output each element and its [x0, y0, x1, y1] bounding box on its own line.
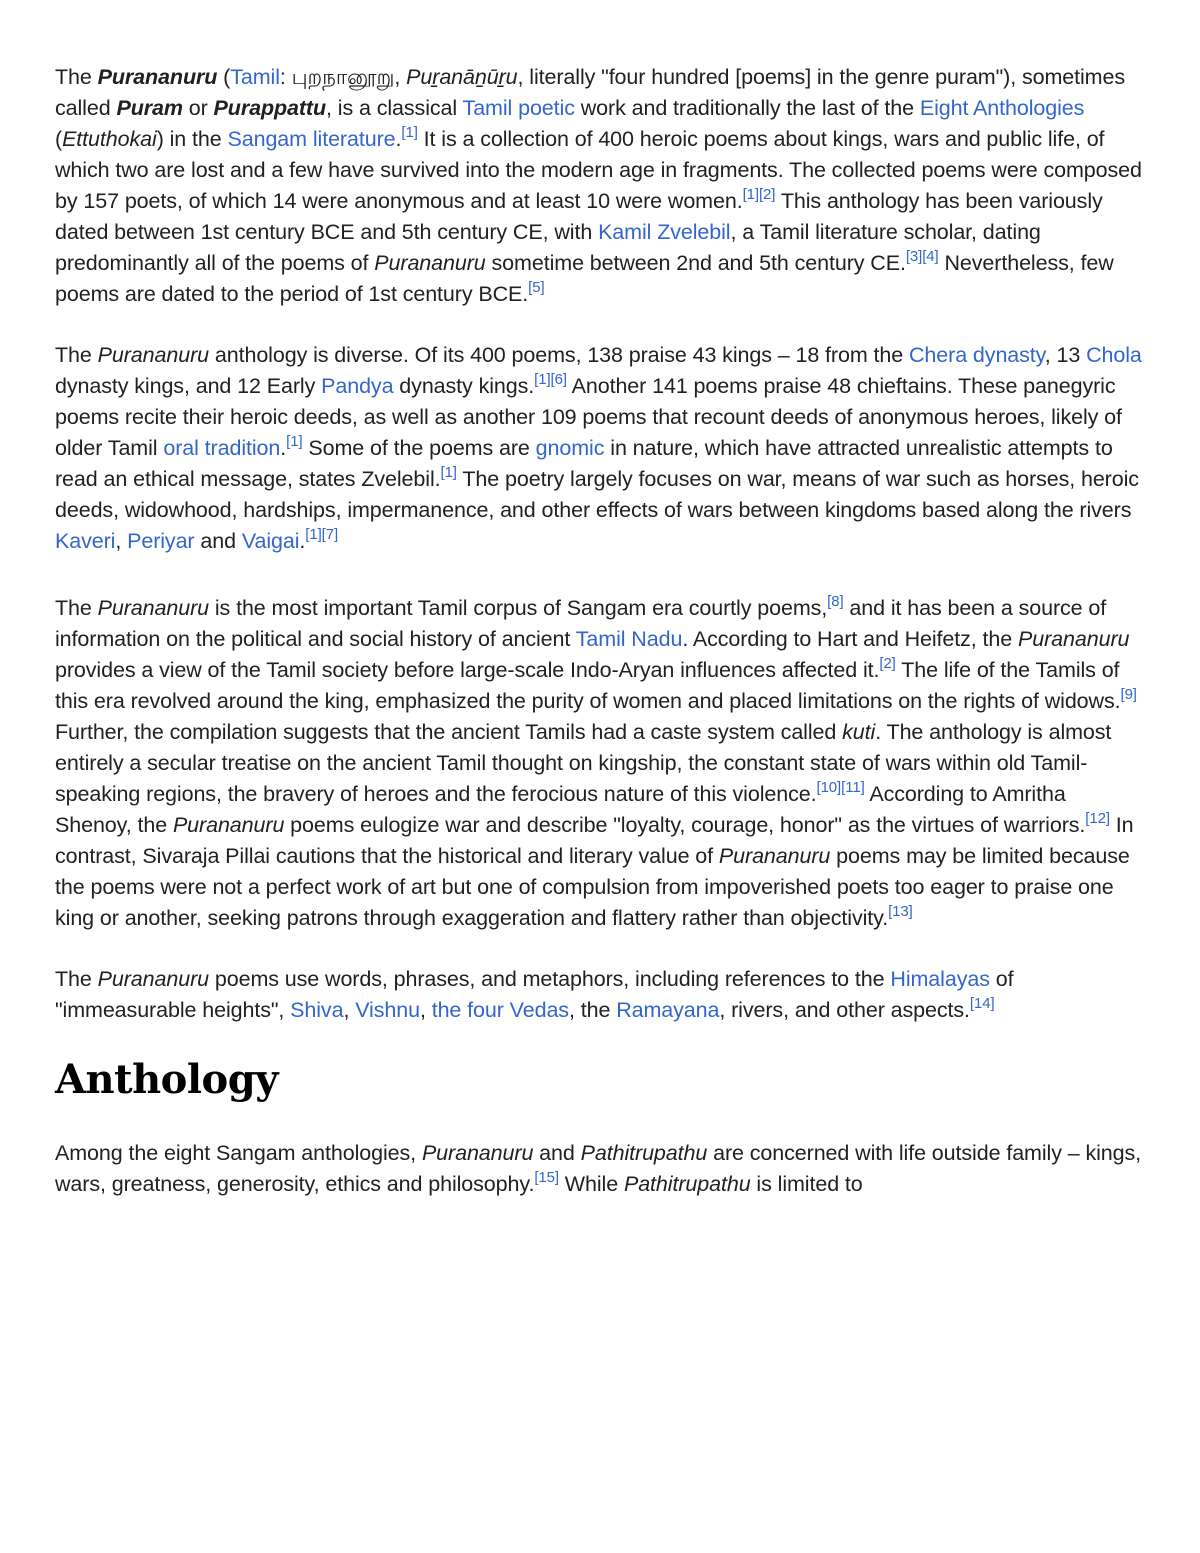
text: Another 141 poems praise 48 chieftains. These panegyric poems recite their heroic deeds, as well as another 109 poems that recount deeds of anonymous heroes, likely of older Tamil [55, 374, 1122, 460]
link-kamil-zvelebil[interactable]: Kamil Zvelebil [598, 220, 731, 244]
citation-link[interactable]: [13] [888, 903, 913, 920]
link-ramayana[interactable]: Ramayana [616, 998, 720, 1022]
link-tamil[interactable]: Tamil [230, 65, 280, 89]
text: This anthology has been variously dated between 1st century BCE and 5th century CE, with [55, 189, 1103, 244]
italic-term: Purananuru [97, 343, 209, 367]
italic-term: Ettuthokai [62, 127, 157, 151]
text: The [55, 967, 98, 991]
article-body [55, 62, 1145, 1230]
citation-link[interactable]: [2] [758, 186, 776, 203]
text: , rivers, and other aspects. [719, 998, 970, 1022]
text: The life of the Tamils of this era revolved around the king, emphasized the purity of women and placed limitations on the rights of widows. [55, 658, 1121, 713]
text: While [558, 1172, 624, 1196]
citation-link[interactable]: [1] [534, 371, 551, 388]
text: and it has been a source of information on the political and social history of ancient [55, 596, 1107, 651]
italic-term: Purananuru [97, 596, 209, 620]
text: sometime between 2nd and 5th century CE. [485, 251, 906, 275]
text: ) in the [156, 127, 228, 151]
text: ( [55, 127, 63, 151]
text: The [55, 596, 98, 620]
text: , is a classical [326, 96, 463, 120]
text: In contrast, Sivaraja Pillai cautions that the historical and literary value of [55, 813, 1134, 868]
link-himalayas[interactable]: Himalayas [890, 967, 990, 991]
citation-link[interactable]: [11] [841, 779, 865, 796]
text: provides a view of the Tamil society before large-scale Indo-Aryan influences affected it. [55, 658, 880, 682]
text: is limited to [750, 1172, 863, 1196]
text: poems use words, phrases, and metaphors, including references to the [209, 967, 891, 991]
link-oral-tradition[interactable]: oral tradition [163, 436, 281, 460]
text: It is a collection of 400 heroic poems about kings, wars and public life, of which two are lost and a few have survived into the modern age in fragments. The collected poems were composed by 157 poets, of which 14 were anonymous and at least 10 were women. [55, 127, 1142, 213]
paragraph-anthology [55, 1138, 1145, 1200]
text: Among the eight Sangam anthologies, [55, 1141, 422, 1165]
italic-term: Purananuru [172, 813, 285, 837]
citation-link[interactable]: [1] [742, 186, 759, 203]
text: dynasty kings. [393, 374, 535, 398]
text: ( [217, 65, 231, 89]
link-sangam-literature[interactable]: Sangam literature [227, 127, 396, 151]
link-periyar[interactable]: Periyar [127, 529, 195, 553]
link-shiva[interactable]: Shiva [290, 998, 344, 1022]
link-pandya[interactable]: Pandya [321, 374, 394, 398]
link-chera-dynasty[interactable]: Chera dynasty [909, 343, 1045, 367]
citation-link[interactable]: [4] [922, 248, 939, 265]
text: and [194, 529, 242, 553]
text: . According to Hart and Heifetz, the [682, 627, 1019, 651]
text: work and traditionally the last of the [574, 96, 920, 120]
italic-term: kuti [842, 720, 876, 744]
citation-link[interactable]: [1] [440, 464, 457, 481]
text: , literally "four hundred [poems] in the genre puram"), sometimes called [55, 65, 1125, 120]
text: dynasty kings, and 12 Early [55, 374, 322, 398]
paragraph-importance [55, 593, 1145, 934]
paragraph-diversity [55, 340, 1145, 557]
text: The [55, 65, 98, 89]
citation-link[interactable]: [9] [1120, 686, 1137, 703]
text: of "immeasurable heights", [55, 967, 1014, 1022]
transliteration: Puṟanāṉūṟu [406, 65, 518, 89]
italic-term: Pathitrupathu [623, 1172, 751, 1196]
citation-link[interactable]: [5] [528, 279, 545, 296]
alt-name-puram: Puram [116, 96, 183, 120]
italic-term: Purananuru [718, 844, 831, 868]
article-title-bold: Purananuru [97, 65, 218, 89]
text: poems eulogize war and describe "loyalty, courage, honor" as the virtues of warriors. [284, 813, 1086, 837]
link-gnomic[interactable]: gnomic [535, 436, 605, 460]
text: and [533, 1141, 581, 1165]
text: , a Tamil literature scholar, dating predominantly all of the poems of [55, 220, 1041, 275]
text: , [394, 65, 407, 89]
text: is the most important Tamil corpus of Sangam era courtly poems, [209, 596, 828, 620]
text: . [395, 127, 402, 151]
text: Further, the compilation suggests that the ancient Tamils had a caste system called [55, 720, 843, 744]
paragraph-references [55, 964, 1145, 1026]
text: The poetry largely focuses on war, means of war such as horses, heroic deeds, widowhood, hardships, impermanence, and other effects of wars between kingdoms based along the rivers [55, 467, 1139, 522]
citation-link[interactable]: [6] [550, 371, 567, 388]
italic-term: Pathitrupathu [580, 1141, 708, 1165]
italic-term: Purananuru [421, 1141, 534, 1165]
text: , [115, 529, 128, 553]
text: , the [568, 998, 617, 1022]
text: , [419, 998, 432, 1022]
citation-link[interactable]: [1] [401, 124, 418, 141]
text: : [279, 65, 292, 89]
citation-link[interactable]: [7] [321, 526, 339, 543]
italic-term: Purananuru [97, 967, 209, 991]
section-heading-anthology: Anthology [55, 1056, 278, 1103]
citation-link[interactable]: [10] [816, 779, 842, 796]
text: . [280, 436, 287, 460]
citation-link[interactable]: [12] [1085, 810, 1110, 827]
citation-link[interactable]: [1] [286, 433, 303, 450]
alt-name-purappattu: Purappattu [213, 96, 327, 120]
citation-link[interactable]: [2] [879, 655, 896, 672]
text: , 13 [1044, 343, 1087, 367]
link-tamil-nadu[interactable]: Tamil Nadu [575, 627, 683, 651]
link-vishnu[interactable]: Vishnu [355, 998, 420, 1022]
italic-term: Purananuru [374, 251, 486, 275]
text: poems may be limited because the poems were not a perfect work of art but one of compulsion from impoverished poets too eager to praise one king or another, seeking patrons through exaggeration and flattery rather than objectivity. [55, 844, 1130, 930]
link-chola[interactable]: Chola [1086, 343, 1142, 367]
text: in nature, which have attracted unrealistic attempts to read an ethical message, states Zvelebil. [55, 436, 1113, 491]
text: or [182, 96, 214, 120]
link-four-vedas[interactable]: the four Vedas [431, 998, 569, 1022]
text: anthology is diverse. Of its 400 poems, 138 praise 43 kings – 18 from the [209, 343, 909, 367]
text: Some of the poems are [302, 436, 536, 460]
text: are concerned with life outside family – kings, wars, greatness, generosity, ethics and philosophy. [55, 1141, 1142, 1196]
italic-term: Purananuru [1018, 627, 1130, 651]
text: According to Amritha Shenoy, the [55, 782, 1066, 837]
text: , [343, 998, 356, 1022]
link-tamil-poetic[interactable]: Tamil poetic [462, 96, 575, 120]
tamil-script-title: புறநானூறு [291, 65, 395, 89]
citation-link[interactable]: [15] [534, 1169, 559, 1186]
citation-link[interactable]: [14] [969, 995, 995, 1012]
citation-link[interactable]: [3] [905, 248, 923, 265]
link-vaigai[interactable]: Vaigai [241, 529, 300, 553]
link-eight-anthologies[interactable]: Eight Anthologies [919, 96, 1085, 120]
link-kaveri[interactable]: Kaveri [55, 529, 116, 553]
text: . The anthology is almost entirely a secular treatise on the ancient Tamil thought on kingship, the constant state of wars within old Tamil-speaking regions, the bravery of heroes and the ferocious nature of this violence. [55, 720, 1112, 806]
paragraph-intro [55, 62, 1145, 310]
text: . [299, 529, 306, 553]
citation-link[interactable]: [8] [827, 593, 844, 610]
citation-link[interactable]: [1] [305, 526, 322, 543]
text: Nevertheless, few poems are dated to the period of 1st century BCE. [55, 251, 1114, 306]
text: The [55, 343, 98, 367]
